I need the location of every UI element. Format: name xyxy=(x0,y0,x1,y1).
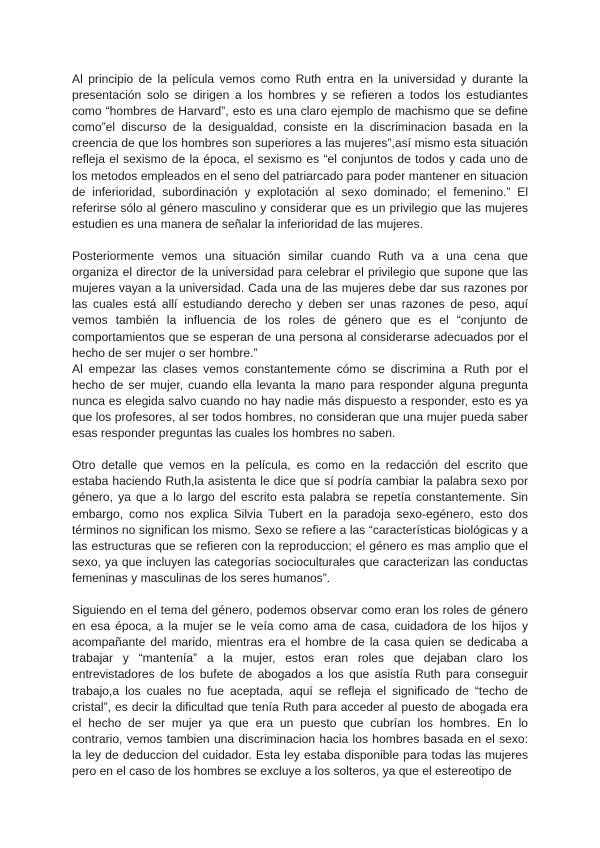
paragraph-intro-harvard: Al principio de la película vemos como Ruth entra en la universidad y durante la presentación solo se dirigen a los hombres y se refieren a todos los estudiantes como “hombres de Harvard”, esto es una claro ejemplo de machismo que se define como”el discurso de la desigualdad, consiste en la discriminacion basada en la creencia de que los hombres son superiores a las mujeres”,así mismo esta situación refleja el sexismo de la época, el sexismo es “el conjuntos de todos y cada uno de los metodos empleados en el seno del patriarcado para poder mantener en situacion de inferioridad, subordinación y explotación al sexo dominado; el femenino.” El referirse sólo al género masculino y considerar que es un privilegio que las mujeres estudien es una manera de señalar la inferioridad de las mujeres. xyxy=(72,72,528,231)
paragraph-dinner: Posteriormente vemos una situación similar cuando Ruth va a una cena que organiza el director de la universidad para celebrar el privilegio que supone que las mujeres vayan a la universidad. Cada una de las mujeres debe dar sus razones por las cuales está allí estudiando derecho y deben ser unas razones de peso, aquí vemos también la influencia de los roles de género que es el “conjunto de comportamientos que se esperan de una persona al considerarse adecuados por el hecho de ser mujer o ser hombre.” xyxy=(72,249,528,360)
paragraph-classes: Al empezar las clases vemos constantemente cómo se discrimina a Ruth por el hecho de ser mujer, cuando ella levanta la mano para responder alguna pregunta nunca es elegida salvo cuando no hay nadie más dispuesto a responder, esto es ya que los profesores, al ser todos hombres, no consideran que una mujer pueda saber esas responder preguntas las cuales los hombres no saben. xyxy=(72,361,528,441)
document-body xyxy=(72,71,528,779)
paragraph-sex-gender: Otro detalle que vemos en la película, es como en la redacción del escrito que estaba haciendo Ruth,la asistenta le dice que sí podría cambiar la palabra sexo por género, ya que a lo largo del escrito esta palabra se repetía constantemente. Sin embargo, como nos explica Silvia Tubert en la paradoja sexo-egénero, esto dos términos no significan los mismo. Sexo se refiere a las “características biológicas y a las estructuras que se refieren con la reproduccion; el género es mas amplio que el sexo, ya que incluyen las categorías socioculturales que caracterizan las conductas femeninas y masculinas de los seres humanos”. xyxy=(72,458,528,585)
paragraph-gender-roles: Siguiendo en el tema del género, podemos observar como eran los roles de género en esa época, a la mujer se le veía como ama de casa, cuidadora de los hijos y acompañante del marido, mientras era el hombre de la casa quien se dedicaba a trabajar y “mantenía” a la mujer, estos eran roles que dejaban claro los entrevistadores de los bufete de abogados a los que asistía Ruth para conseguir trabajo,a los cuales no fue aceptada, aquí se refleja el significado de “techo de cristal”, es decir la dificultad que tenía Ruth para acceder al puesto de abogada era el hecho de ser mujer ya que era un puesto que cubrían los hombres. En lo contrario, vemos tambien una discriminacion hacia los hombres basada en el sexo: la ley de deduccion del cuidador. Esta ley estaba disponible para todas las mujeres pero en el caso de los hombres se excluye a los solteros, ya que el estereotipo de xyxy=(72,603,528,779)
